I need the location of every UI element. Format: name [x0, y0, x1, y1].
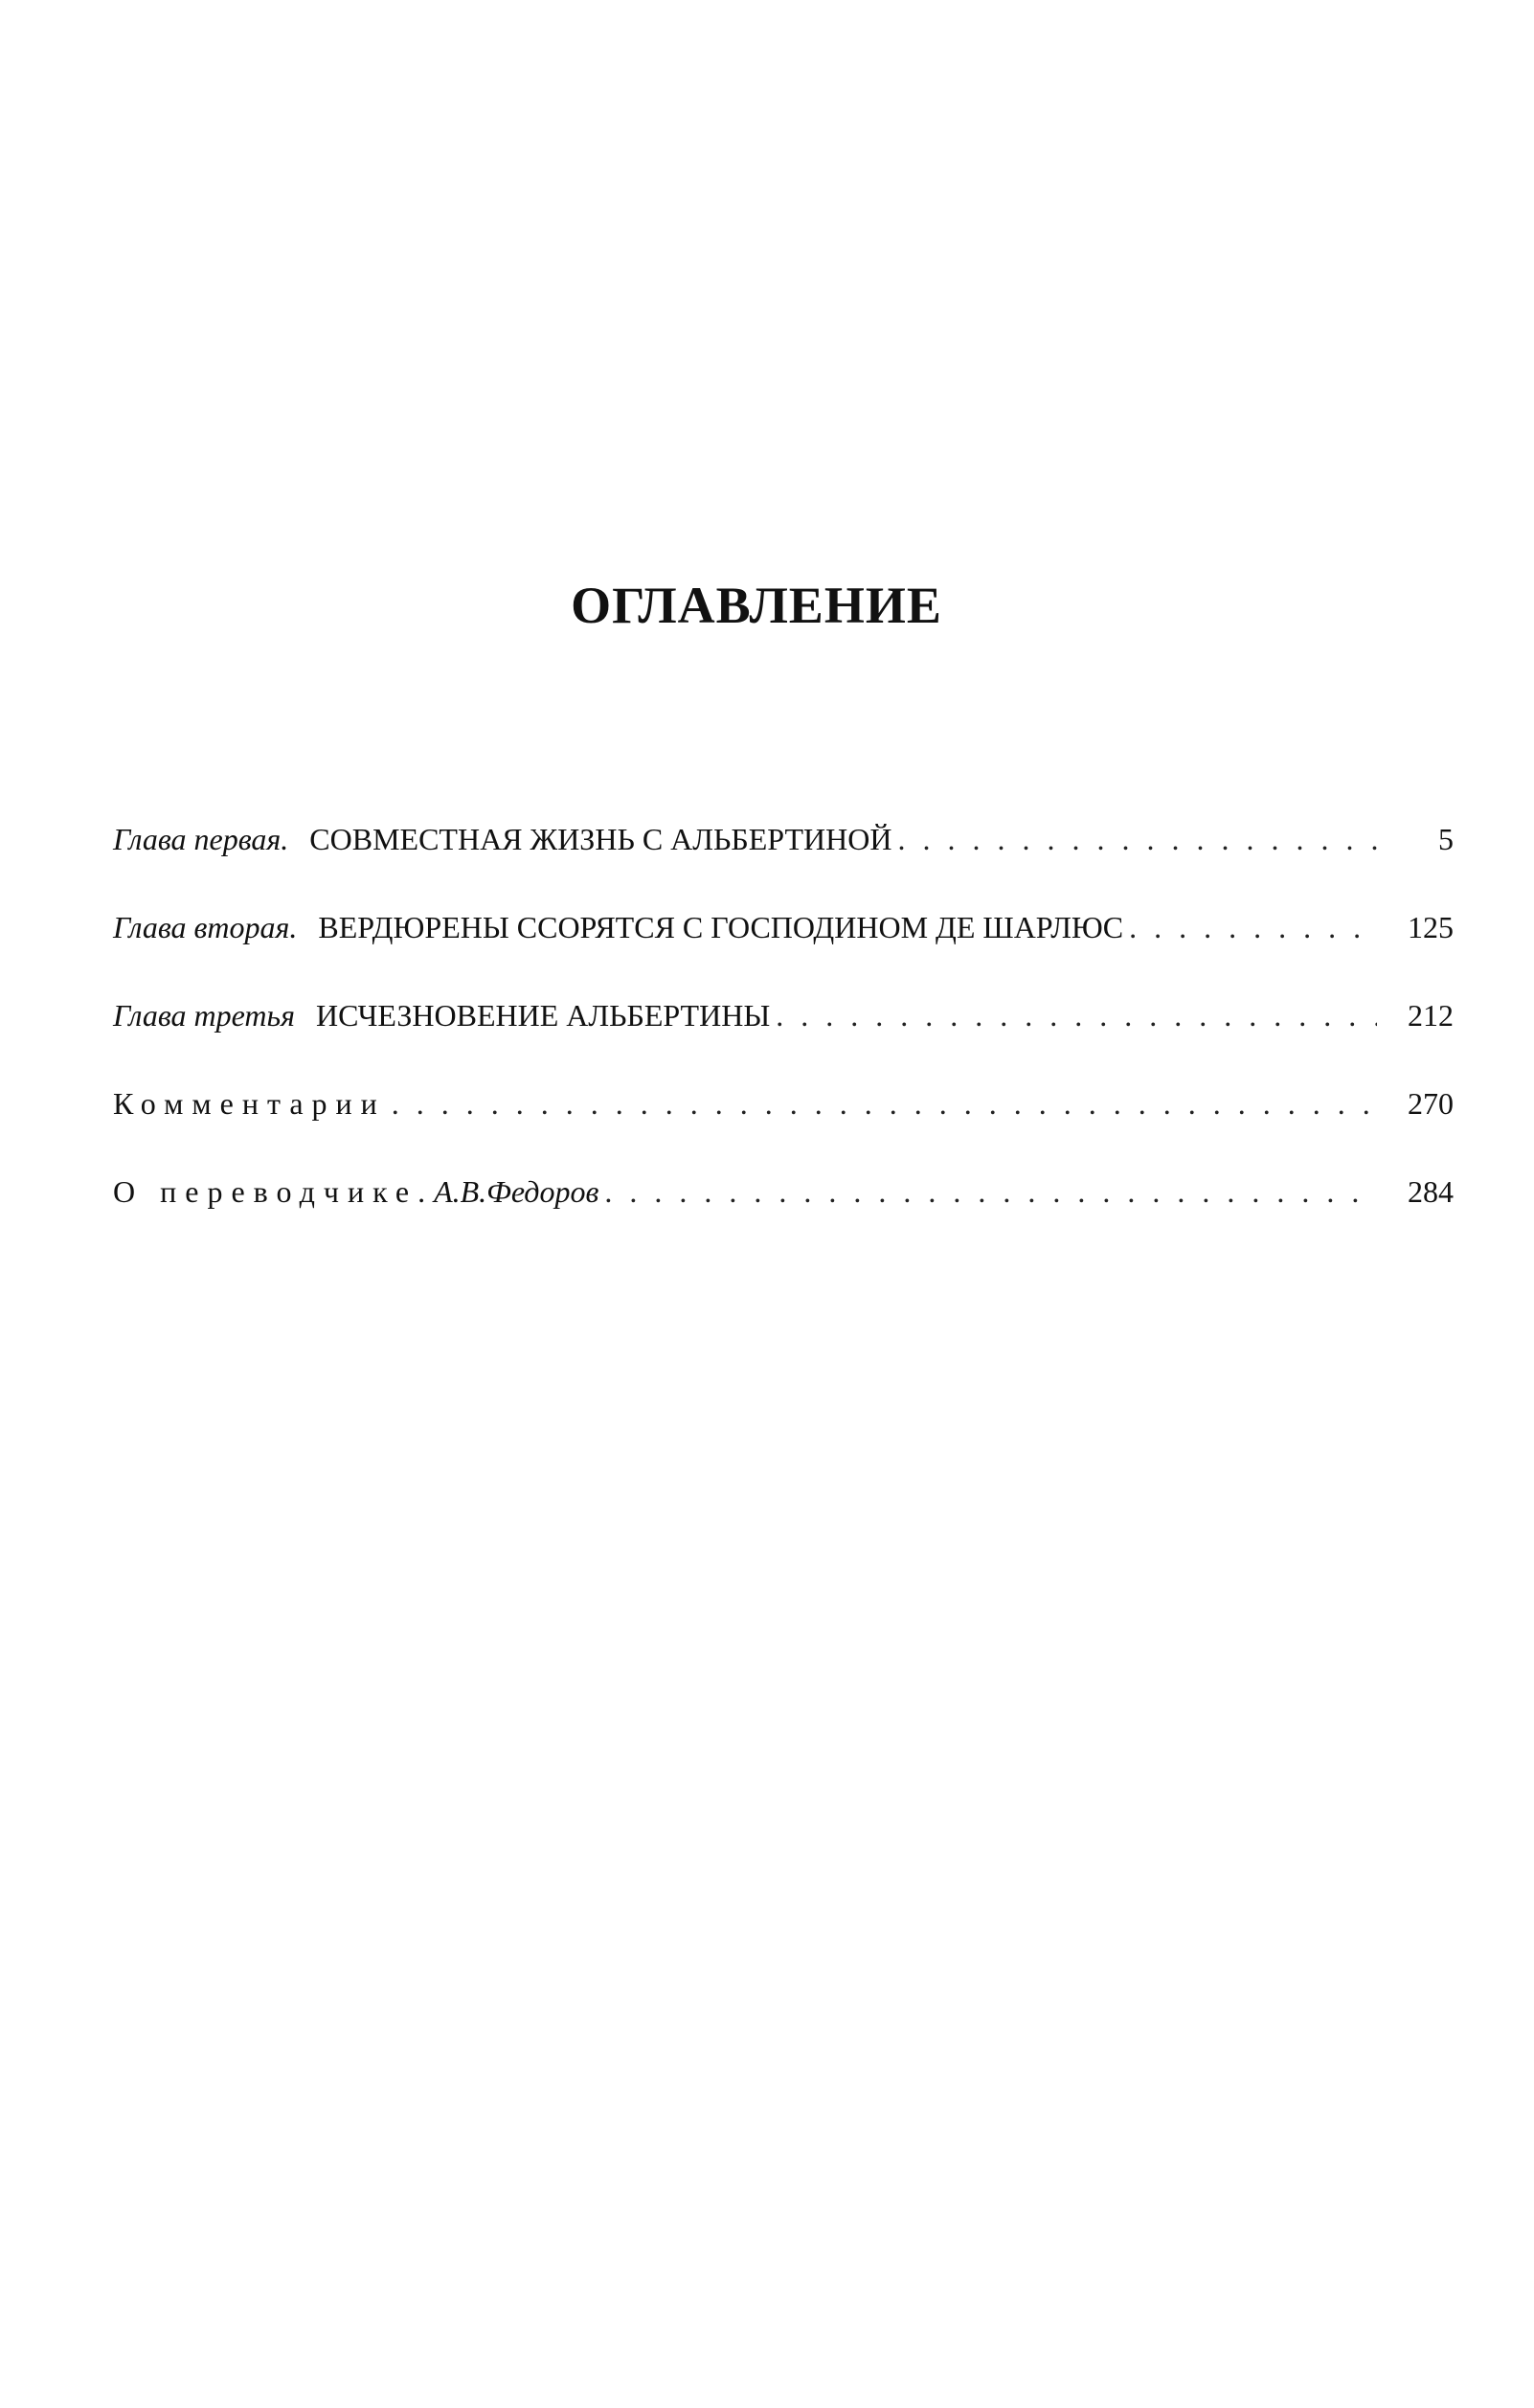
entry-title: ИСЧЕЗНОВЕНИЕ АЛЬБЕРТИНЫ — [315, 998, 771, 1033]
chapter-label: Глава вторая. — [113, 910, 298, 944]
entry-title: О переводчике. — [113, 1174, 435, 1209]
entry-title: Комментарии — [113, 1086, 386, 1121]
dot-leader — [1129, 910, 1377, 945]
chapter-label: Глава третья — [113, 998, 295, 1033]
toc-entry-chapter-1[interactable] — [113, 822, 1454, 910]
page-title: ОГЛАВЛЕНИЕ — [571, 577, 942, 635]
toc-entry-commentary[interactable] — [113, 1086, 1454, 1174]
dot-leader — [776, 998, 1377, 1034]
toc-entry-chapter-2[interactable] — [113, 910, 1454, 998]
page-number: 270 — [1408, 1086, 1454, 1121]
table-of-contents — [113, 822, 1454, 1262]
page-number: 212 — [1408, 998, 1454, 1033]
toc-entry-translator[interactable] — [113, 1174, 1454, 1262]
dot-leader — [392, 1086, 1377, 1122]
entry-author: А.В.Федоров — [434, 1174, 599, 1209]
page-number: 125 — [1408, 910, 1454, 944]
entry-title: СОВМЕСТНАЯ ЖИЗНЬ С АЛЬБЕРТИНОЙ — [309, 822, 892, 856]
toc-entry-chapter-3[interactable] — [113, 998, 1454, 1086]
chapter-label: Глава первая. — [113, 822, 289, 856]
page-number: 5 — [1438, 822, 1454, 856]
dot-leader — [604, 1174, 1377, 1210]
entry-title: ВЕРДЮРЕНЫ ССОРЯТСЯ С ГОСПОДИНОМ ДЕ ШАРЛЮС — [318, 910, 1124, 944]
dot-leader — [897, 822, 1377, 857]
page-number: 284 — [1408, 1174, 1454, 1209]
